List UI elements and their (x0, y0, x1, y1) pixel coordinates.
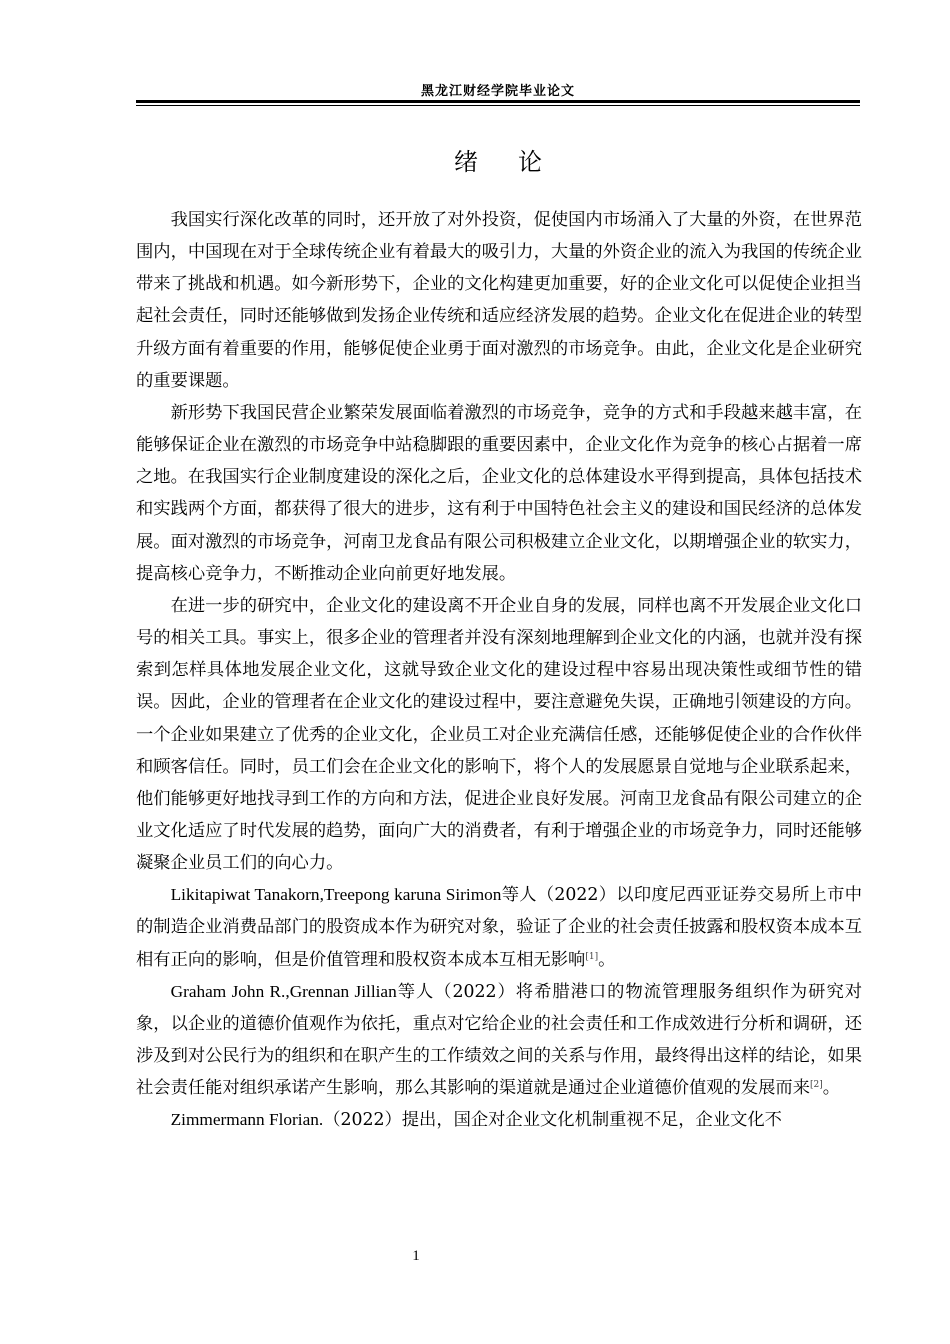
reference-paragraph (136, 879, 862, 975)
reference-authors: Zimmermann Florian. (170, 1110, 324, 1130)
paragraph: 我国实行深化改革的同时，还开放了对外投资，促使国内市场涌入了大量的外资，在世界范围内，中国现在对于全球传统企业有着最大的吸引力，大量的外资企业的流入为我国的传统企业带来了挑战和机遇。如今新形势下，企业的文化构建更加重要，好的企业文化可以促使企业担当起社会责任，同时还能够做到发扬企业传统和适应经济发展的趋势。企业文化在促进企业的转型升级方面有着重要的作用，能够促使企业勇于面对激烈的市场竞争。由此，企业文化是企业研究的重要课题。 (136, 210, 862, 391)
header-rule-thick (136, 100, 860, 103)
reference-text: （2022）提出，国企对企业文化机制重视不足，企业文化不 (323, 1110, 782, 1131)
reference-paragraph (136, 976, 862, 1105)
reference-tail: 。 (598, 949, 616, 970)
header-rule-thin (136, 105, 860, 106)
reference-text: 等人（2022）以印度尼西亚证券交易所上市中的制造企业消费品部门的股资成本作为研究对象，验证了企业的社会责任披露和股权资本成本互相有正向的影响，但是价值管理和股权资本成本互相无影响 (136, 885, 862, 970)
reference-paragraph (136, 1104, 862, 1136)
running-header: 黑龙江财经学院毕业论文 (420, 84, 575, 99)
reference-tail: 。 (822, 1078, 841, 1099)
body-text (136, 204, 862, 1137)
reference-authors: Likitapiwat Tanakorn,Treepong karuna Sirimon (170, 885, 502, 905)
paragraph: 在进一步的研究中，企业文化的建设离不开企业自身的发展，同样也离不开发展企业文化口号的相关工具。事实上，很多企业的管理者并没有深刻地理解到企业文化的内涵，也就并没有探索到怎样具体地发展企业文化，这就导致企业文化的建设过程中容易出现决策性或细节性的错误。因此，企业的管理者在企业文化的建设过程中，要注意避免失误，正确地引领建设的方向。一个企业如果建立了优秀的企业文化，企业员工对企业充满信任感，还能够促使企业的合作伙伴和顾客信任。同时，员工们会在企业文化的影响下，将个人的发展愿景自觉地与企业联系起来，他们能够更好地找寻到工作的方向和方法，促进企业良好发展。河南卫龙食品有限公司建立的企业文化适应了时代发展的趋势，面向广大的消费者，有利于增强企业的市场竞争力，同时还能够凝聚企业员工们的向心力。 (136, 595, 862, 874)
reference-text: 等人（2022）将希腊港口的物流管理服务组织作为研究对象，以企业的道德价值观作为依托，重点对它给企业的社会责任和工作成效进行分析和调研，还涉及到对公民行为的组织和在职产生的工作绩效之间的关系与作用，最终得出这样的结论，如果社会责任能对组织承诺产生影响，那么其影响的渠道就是通过企业道德价值观的发展而来 (136, 981, 863, 1099)
reference-authors: Graham John R.,Grennan Jillian (170, 981, 397, 1001)
citation-marker[interactable]: [2] (809, 1080, 823, 1091)
paragraph: 新形势下我国民营企业繁荣发展面临着激烈的市场竞争，竞争的方式和手段越来越丰富，在能够保证企业在激烈的市场竞争中站稳脚跟的重要因素中，企业文化作为竞争的核心占据着一席之地。在我国实行企业制度建设的深化之后，企业文化的总体建设水平得到提高，具体包括技术和实践两个方面，都获得了很大的进步，这有利于中国特色社会主义的建设和国民经济的总体发展。面对激烈的市场竞争，河南卫龙食品有限公司积极建立企业文化，以期增强企业的软实力，提高核心竞争力，不断推动企业向前更好地发展。 (136, 402, 862, 584)
section-title: 绪论 (454, 148, 582, 176)
citation-marker[interactable]: [1] (585, 951, 599, 962)
page-number: 1 (412, 1248, 420, 1264)
